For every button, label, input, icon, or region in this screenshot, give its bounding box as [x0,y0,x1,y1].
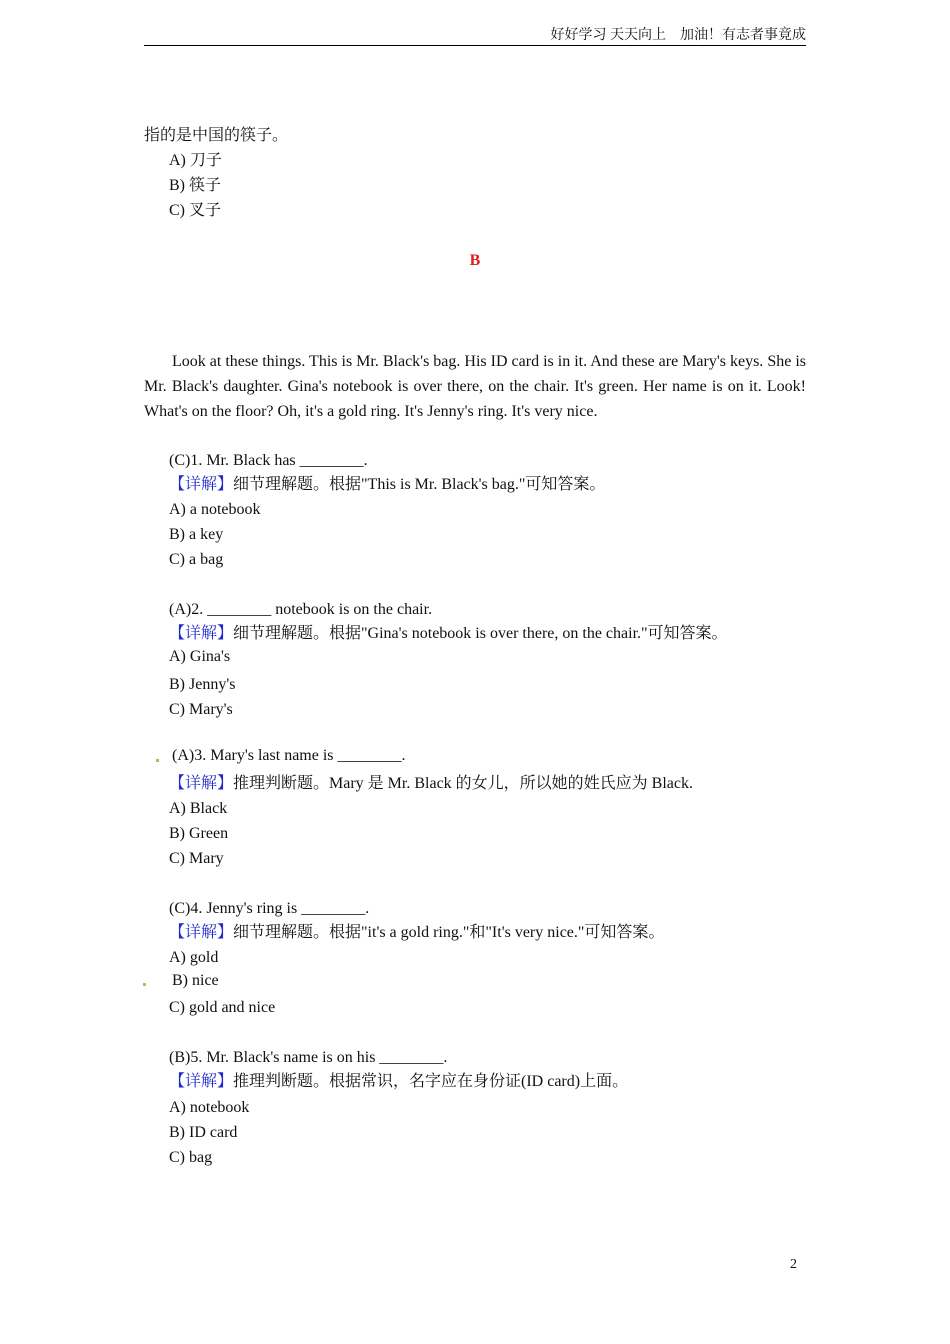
question-1: (C)1. Mr. Black has ________. [169,452,368,469]
q5-option-b: B) ID card [169,1124,238,1141]
q1-option-b: B) a key [169,526,224,543]
q4-option-a: A) gold [169,949,219,966]
q1-option-c: C) a bag [169,551,224,568]
q2-option-c: C) Mary's [169,701,233,718]
question-5: (B)5. Mr. Black's name is on his ________. [169,1049,448,1066]
section-heading: B [469,252,481,269]
detail-4: 【详解】细节理解题。根据"it's a gold ring."和"It's very nice."可知答案。 [169,924,665,941]
margin-mark [143,983,146,986]
q3-option-b: B) Green [169,825,229,842]
q3-option-a: A) Black [169,800,228,817]
detail-tag: 【详解】 [169,476,234,493]
prev-option-b: B) 筷子 [169,177,222,194]
reading-passage: Look at these things. This is Mr. Black's bag. His ID card is in it. And these are Mary's keys. She is Mr. Black's daughter. Gina's notebook is over there, on the chair. It's green. Her name is on it. Look! What's on the floor? Oh, it's a gold ring. It's Jenny's ring. It's very nice. [144,353,806,420]
detail-tag: 【详解】 [169,924,234,941]
margin-mark [156,759,159,762]
detail-tag: 【详解】 [169,1073,234,1090]
detail-tag: 【详解】 [169,625,234,642]
question-4: (C)4. Jenny's ring is ________. [169,900,370,917]
q5-option-c: C) bag [169,1149,213,1166]
q4-option-c: C) gold and nice [169,999,276,1016]
prev-question-line: 指的是中国的筷子。 [144,127,289,144]
q4-option-b: B) nice [172,972,219,989]
prev-option-c: C) 叉子 [169,202,222,219]
prev-option-a: A) 刀子 [169,152,222,169]
q2-option-b: B) Jenny's [169,676,236,693]
q5-option-a: A) notebook [169,1099,250,1116]
page-number: 2 [790,1257,797,1272]
question-3: (A)3. Mary's last name is ________. [172,747,406,764]
detail-5: 【详解】推理判断题。根据常识，名字应在身份证(ID card)上面。 [169,1073,629,1090]
q3-option-c: C) Mary [169,850,224,867]
q1-option-a: A) a notebook [169,501,261,518]
detail-tag: 【详解】 [169,775,234,792]
detail-3: 【详解】推理判断题。Mary 是 Mr. Black 的女儿，所以她的姓氏应为 Black. [169,775,693,792]
detail-1: 【详解】细节理解题。根据"This is Mr. Black's bag."可知答案。 [169,476,606,493]
q2-option-a: A) Gina's [169,648,231,665]
detail-2: 【详解】细节理解题。根据"Gina's notebook is over there, on the chair."可知答案。 [169,625,728,642]
question-2: (A)2. ________ notebook is on the chair. [169,601,433,618]
page-header: 好好学习 天天向上 加油！有志者事竟成 [144,26,806,46]
